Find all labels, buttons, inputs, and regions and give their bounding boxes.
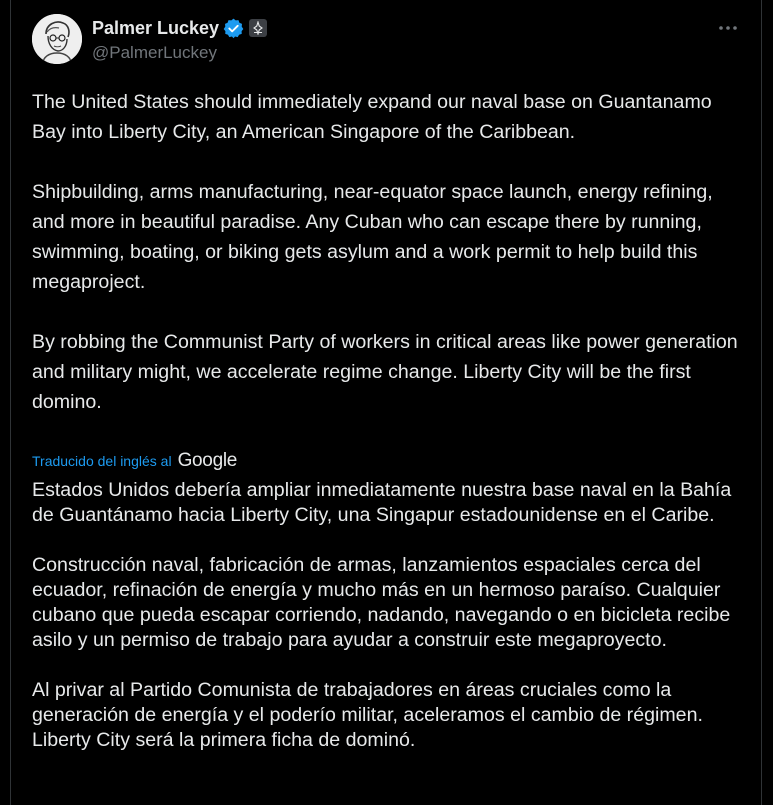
portrait-sketch-icon [32,14,82,64]
translated-paragraph: Estados Unidos debería ampliar inmediatamente nuestra base naval en la Bahía de Guantánamo hacia Liberty City, una Singapur estadounidense en el Caribe. [32,479,732,526]
translated-text [32,478,748,753]
translated-paragraph: Construcción naval, fabricación de armas, lanzamientos espaciales cerca del ecuador, refinación de energía y mucho más en un hermoso paraíso. Cualquier cubano que pueda escapar corriendo, nadando, navegando o en bicicleta recibe asilo y un permiso de trabajo para ayudar a construir este megaproyecto. [32,554,731,651]
verified-badge-icon[interactable] [223,18,244,39]
author-display-name[interactable]: Palmer Luckey [92,18,220,38]
author-handle[interactable]: @PalmerLuckey [92,43,217,62]
post-paragraph: The United States should immediately expand our naval base on Guantanamo Bay into Liberty City, an American Singapore of the Caribbean. [32,91,712,143]
affiliation-badge-icon[interactable] [249,19,267,37]
author-name-row [92,15,267,41]
post-paragraph: Shipbuilding, arms manufacturing, near-equator space launch, energy refining, and more in beautiful paradise. Any Cuban who can escape there by running, swimming, boating, or biking gets asylum and a work permit to help build this megaproject. [32,181,713,293]
avatar[interactable] [32,14,82,64]
google-logo: Google [177,450,238,471]
translation-label-link[interactable]: Traducido del inglés al [32,453,172,469]
translated-paragraph: Al privar al Partido Comunista de trabajadores en áreas cruciales como la generación de energía y el poderío militar, aceleramos el cambio de régimen. Liberty City será la primera ficha de dominó. [32,679,703,751]
translation-attribution [32,449,237,473]
post-paragraph: By robbing the Communist Party of workers in critical areas like power generation and military might, we accelerate regime change. Liberty City will be the first domino. [32,331,738,413]
post-text [32,87,748,417]
more-options-icon[interactable] [716,16,740,40]
